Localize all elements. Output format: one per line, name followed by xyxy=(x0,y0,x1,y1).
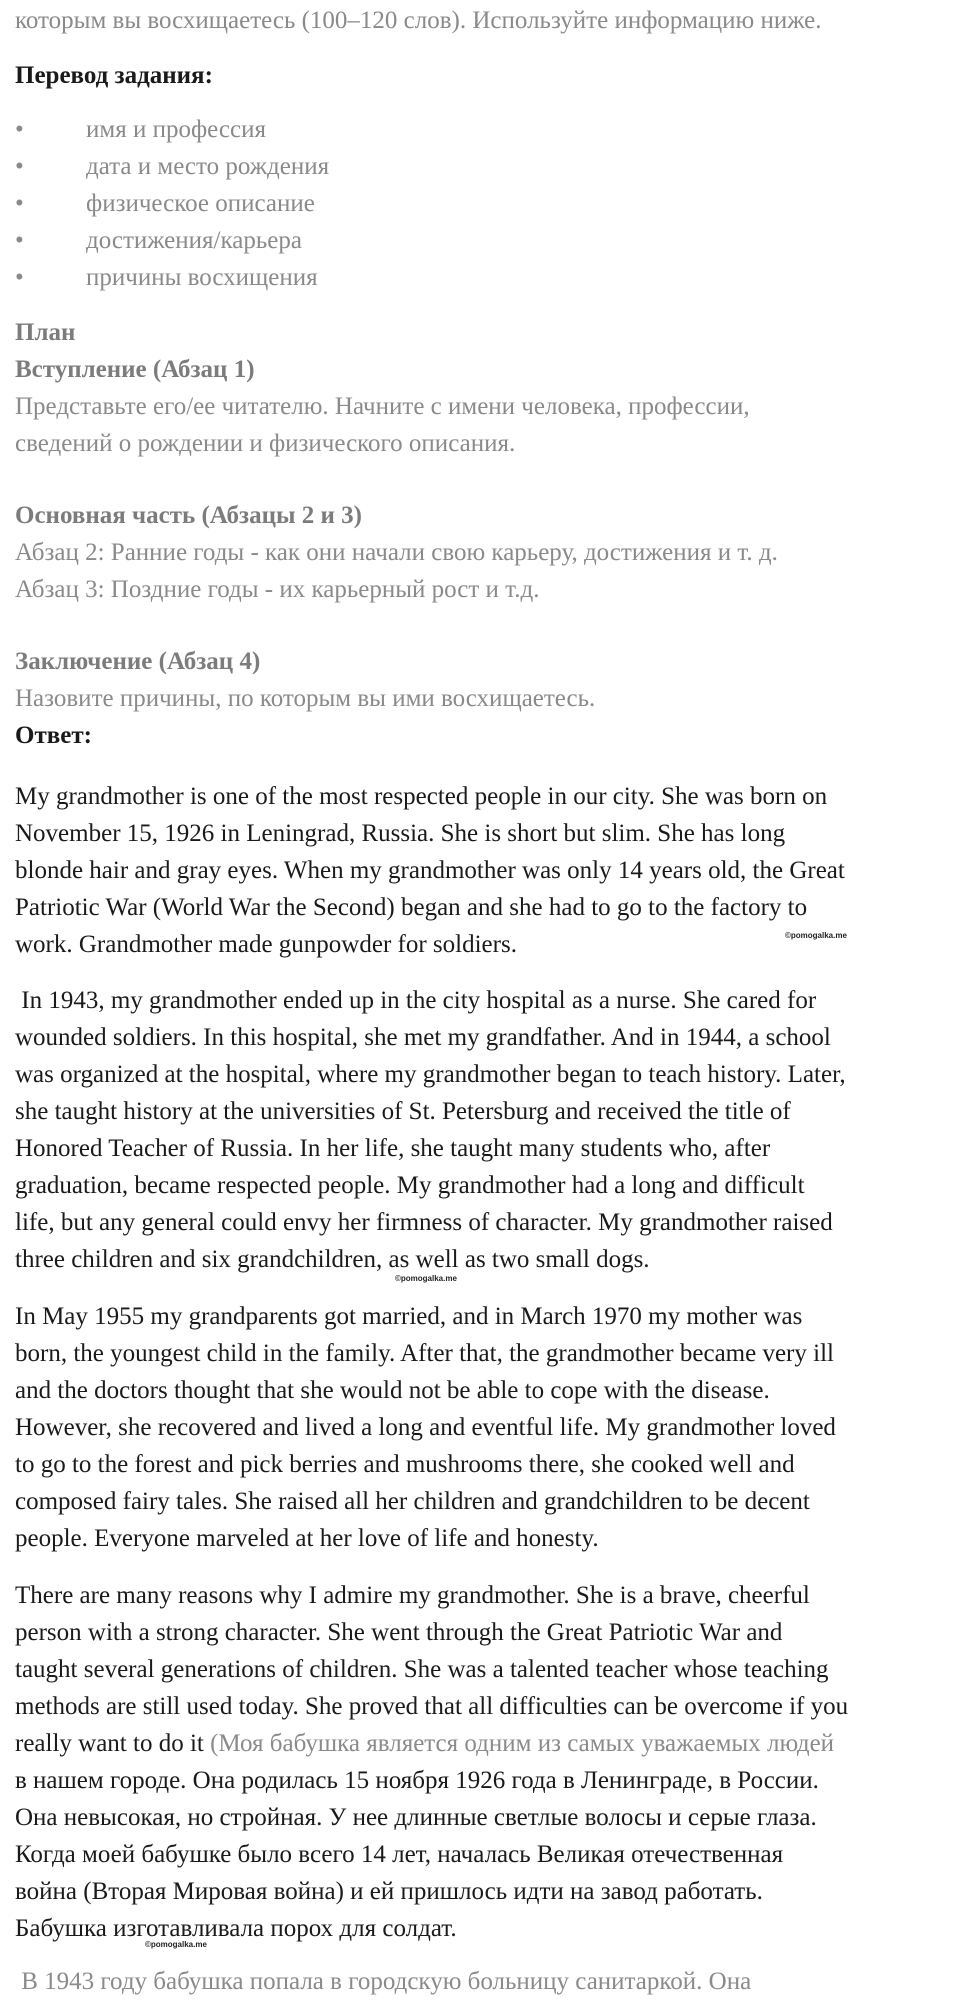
answer-paragraph-1 xyxy=(15,778,845,963)
answer-heading: Ответ: xyxy=(15,722,92,749)
paragraph-line: blonde hair and gray eyes. When my grandmother was only 14 years old, the Great xyxy=(15,857,845,884)
english-text: really want to do it xyxy=(15,1730,211,1757)
russian-translation-line: в нашем городе. Она родилась 15 ноября 1926 года в Ленинграде, в России. xyxy=(15,1767,819,1794)
plan-conclusion-text: Назовите причины, по которым вы ими восхищаетесь. xyxy=(15,685,596,712)
paragraph-line: to go to the forest and pick berries and mushrooms there, she cooked well and xyxy=(15,1451,795,1478)
intro-line: которым вы восхищаетесь (100–120 слов). Используйте информацию ниже. xyxy=(15,7,822,34)
watermark: ©pomogalka.me xyxy=(145,1940,207,1949)
paragraph-line: was organized at the hospital, where my grandmother began to teach history. Later, xyxy=(15,1061,846,1088)
paragraph-line: Honored Teacher of Russia. In her life, she taught many students who, after xyxy=(15,1135,771,1162)
paragraph-line: person with a strong character. She went through the Great Patriotic War and xyxy=(15,1619,783,1646)
answer-paragraph-4 xyxy=(15,1577,848,1947)
paragraph-line: Patriotic War (World War the Second) began and she had to go to the factory to xyxy=(15,894,808,921)
watermark: ©pomogalka.me xyxy=(395,1274,457,1283)
watermark: ©pomogalka.me xyxy=(785,931,847,940)
plan-main-text: Абзац 3: Поздние годы - их карьерный рост и т.д. xyxy=(15,576,540,603)
answer-paragraph-2 xyxy=(15,982,846,1278)
paragraph-line: My grandmother is one of the most respected people in our city. She was born on xyxy=(15,783,828,810)
plan-conclusion-heading: Заключение (Абзац 4) xyxy=(15,648,261,675)
russian-translation-line: Бабушка изготавливала порох для солдат. xyxy=(15,1915,457,1942)
paragraph-line: wounded soldiers. In this hospital, she met my grandfather. And in 1944, a school xyxy=(15,1024,831,1051)
answer-paragraph-3 xyxy=(15,1298,836,1557)
paragraph-line: work. Grandmother made gunpowder for soldiers. xyxy=(15,931,517,958)
plan-main-heading: Основная часть (Абзацы 2 и 3) xyxy=(15,502,363,529)
paragraph-line: November 15, 1926 in Leningrad, Russia. She is short but slim. She has long xyxy=(15,820,786,847)
paragraph-line: taught several generations of children. She was a talented teacher whose teaching xyxy=(15,1656,829,1683)
paragraph-line: There are many reasons why I admire my grandmother. She is a brave, cheerful xyxy=(15,1582,810,1609)
paragraph-line: born, the youngest child in the family. After that, the grandmother became very ill xyxy=(15,1340,834,1367)
plan-main-text: Абзац 2: Ранние годы - как они начали свою карьеру, достижения и т. д. xyxy=(15,539,778,566)
task-bullet-list xyxy=(15,111,329,296)
paragraph-line: composed fairy tales. She raised all her children and grandchildren to be decent xyxy=(15,1488,810,1515)
bullet-item: • причины восхищения xyxy=(15,259,329,296)
paragraph-line: However, she recovered and lived a long and eventful life. My grandmother loved xyxy=(15,1414,836,1441)
paragraph-line: methods are still used today. She proved that all difficulties can be overcome if you xyxy=(15,1693,849,1720)
bullet-item: • физическое описание xyxy=(15,185,329,222)
paragraph-line: three children and six grandchildren, as well as two small dogs. xyxy=(15,1246,650,1273)
paragraph-line: life, but any general could envy her firmness of character. My grandmother raised xyxy=(15,1209,833,1236)
paragraph-line: she taught history at the universities of St. Petersburg and received the title of xyxy=(15,1098,791,1125)
russian-translation-line: В 1943 году бабушка попала в городскую больницу санитаркой. Она xyxy=(15,1968,752,1995)
russian-translation-line: война (Вторая Мировая война) и ей пришлось идти на завод работать. xyxy=(15,1878,763,1905)
translation-heading: Перевод задания: xyxy=(15,62,213,89)
paragraph-line: people. Everyone marveled at her love of life and honesty. xyxy=(15,1525,599,1552)
russian-translation-text: (Моя бабушка является одним из самых уважаемых людей xyxy=(210,1730,835,1757)
plan-intro-text: Представьте его/ее читателю. Начните с имени человека, профессии, xyxy=(15,393,750,420)
bullet-item: • имя и профессия xyxy=(15,111,329,148)
plan-intro-heading: Вступление (Абзац 1) xyxy=(15,356,255,383)
paragraph-line: In May 1955 my grandparents got married, and in March 1970 my mother was xyxy=(15,1303,803,1330)
paragraph-line: In 1943, my grandmother ended up in the city hospital as a nurse. She cared for xyxy=(15,987,817,1014)
paragraph-line: graduation, became respected people. My grandmother had a long and difficult xyxy=(15,1172,805,1199)
plan-title: План xyxy=(15,319,76,346)
bullet-item: • достижения/карьера xyxy=(15,222,329,259)
paragraph-line: and the doctors thought that she would not be able to cope with the disease. xyxy=(15,1377,770,1404)
russian-translation-line: Она невысокая, но стройная. У нее длинные светлые волосы и серые глаза. xyxy=(15,1804,817,1831)
plan-intro-text: сведений о рождении и физического описания. xyxy=(15,430,516,457)
russian-translation-line: Когда моей бабушке было всего 14 лет, началась Великая отечественная xyxy=(15,1841,784,1868)
paragraph-line-mixed xyxy=(15,1725,848,1762)
bullet-item: • дата и место рождения xyxy=(15,148,329,185)
